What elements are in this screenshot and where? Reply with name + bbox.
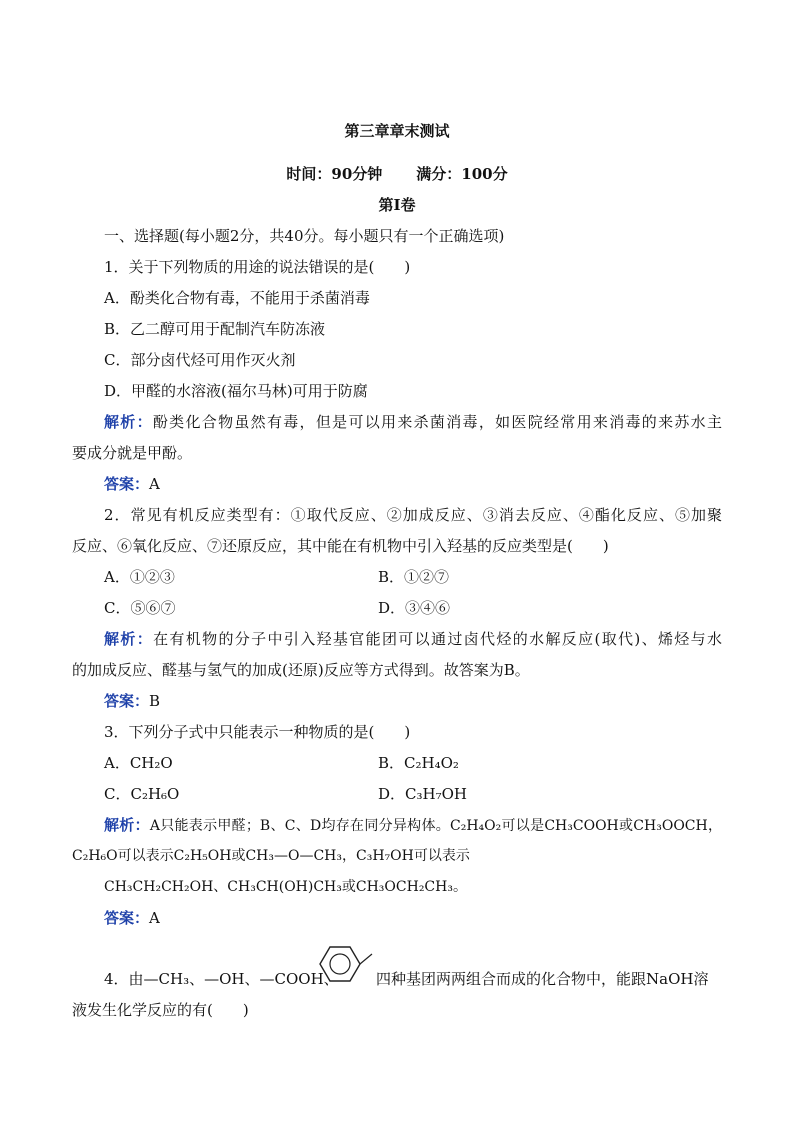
q4-stem-end: 四种基团两两组合而成的化合物中，能跟NaOH溶 xyxy=(376,970,709,988)
time-limit: 时间：90分钟 xyxy=(286,165,383,183)
q2-analysis xyxy=(104,629,722,649)
q2-stem-cont: 反应、⑥氧化反应、⑦还原反应，其中能在有机物中引入羟基的反应类型是( ) xyxy=(72,537,609,555)
q3-answer-value: A xyxy=(149,909,160,927)
q3-option-a: A．CH₂O xyxy=(104,754,173,772)
q1-stem: 1．关于下列物质的用途的说法错误的是( ) xyxy=(104,258,411,276)
q3-analysis-text: A只能表示甲醛；B、C、D均存在同分异构体。C₂H₄O₂可以是CH₃COOH或CH₃OOCH， xyxy=(149,818,722,834)
volume-heading: 第Ⅰ卷 xyxy=(378,196,416,214)
q3-option-d: D．C₃H₇OH xyxy=(378,785,467,803)
q2-analysis-text: 在有机物的分子中引入羟基官能团可以通过卤代烃的水解反应(取代)、烯烃与水 xyxy=(153,630,722,648)
q3-analysis-cont: C₂H₆O可以表示C₂H₅OH或CH₃—O—CH₃，C₃H₇OH可以表示 xyxy=(72,848,470,864)
q3-analysis xyxy=(104,815,722,836)
exam-meta xyxy=(0,163,794,184)
q1-answer xyxy=(104,474,160,494)
q1-option-c: C．部分卤代烃可用作灭火剂 xyxy=(104,351,296,369)
q1-option-b: B．乙二醇可用于配制汽车防冻液 xyxy=(104,320,326,338)
analysis-label: 解析： xyxy=(104,630,154,648)
q1-option-a: A．酚类化合物有毒，不能用于杀菌消毒 xyxy=(104,289,370,307)
q2-answer-value: B xyxy=(149,692,161,710)
answer-label: 答案： xyxy=(104,692,150,710)
q3-answer xyxy=(104,908,160,928)
q3-option-b: B．C₂H₄O₂ xyxy=(378,754,459,772)
q4-stem-cont: 液发生化学反应的有( ) xyxy=(72,1001,249,1019)
q2-option-a: A．①②③ xyxy=(104,568,175,586)
q1-analysis xyxy=(104,412,722,432)
q1-answer-value: A xyxy=(149,475,160,493)
q2-option-b: B．①②⑦ xyxy=(378,568,450,586)
q3-analysis-cont-2: CH₃CH₂CH₂OH、CH₃CH(OH)CH₃或CH₃OCH₂CH₃。 xyxy=(104,879,467,895)
phenyl-group-icon xyxy=(312,942,374,986)
q2-analysis-cont: 的加成反应、醛基与氢气的加成(还原)反应等方式得到。故答案为B。 xyxy=(72,661,530,679)
section-heading: 一、选择题(每小题2分，共40分。每小题只有一个正确选项) xyxy=(104,227,505,245)
answer-label: 答案： xyxy=(104,909,150,927)
q2-answer xyxy=(104,691,160,711)
q2-option-d: D．③④⑥ xyxy=(378,599,451,617)
analysis-label: 解析： xyxy=(104,413,153,431)
q1-option-d: D．甲醛的水溶液(福尔马林)可用于防腐 xyxy=(104,382,368,400)
full-score: 满分：100分 xyxy=(416,165,508,183)
analysis-label: 解析： xyxy=(104,816,150,834)
q2-stem: 2．常见有机反应类型有：①取代反应、②加成反应、③消去反应、④酯化反应、⑤加聚 xyxy=(104,506,722,524)
q4-stem-start: 4．由—CH₃、—OH、—COOH、 xyxy=(104,970,339,988)
answer-label: 答案： xyxy=(104,475,150,493)
q1-analysis-text: 酚类化合物虽然有毒，但是可以用来杀菌消毒，如医院经常用来消毒的来苏水主 xyxy=(152,413,722,431)
q2-option-c: C．⑤⑥⑦ xyxy=(104,599,176,617)
page-title: 第三章章末测试 xyxy=(344,122,450,140)
q3-option-c: C．C₂H₆O xyxy=(104,785,180,803)
q3-stem: 3．下列分子式中只能表示一种物质的是( ) xyxy=(104,723,411,741)
q1-analysis-cont: 要成分就是甲酚。 xyxy=(72,444,193,462)
